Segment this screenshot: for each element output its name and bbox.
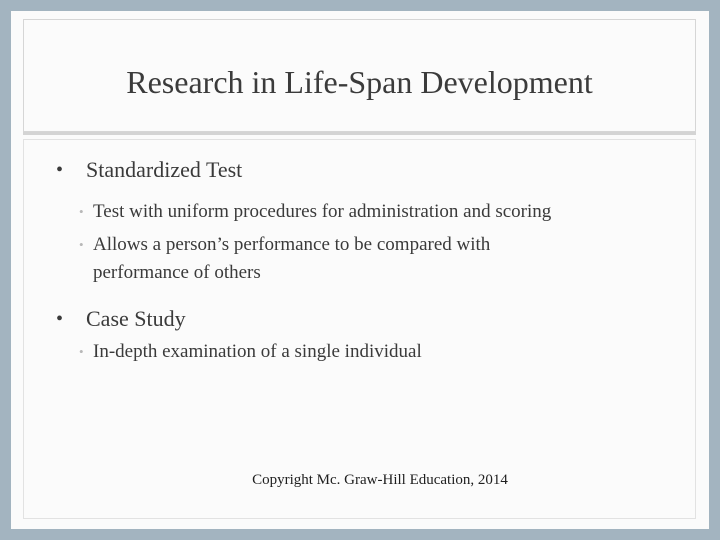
bullet-text: Standardized Test xyxy=(86,157,243,182)
bullet-dot-icon: • xyxy=(56,159,64,181)
sub-bullet-dot-icon: • xyxy=(79,344,84,359)
bullet-text: Case Study xyxy=(86,306,186,331)
footer xyxy=(0,472,720,489)
content-placeholder xyxy=(23,139,696,519)
sub-bullet-dot-icon: • xyxy=(79,204,84,219)
sub-bullet-dot-icon: • xyxy=(79,237,84,252)
sub-bullet-text: In-depth examination of a single individual xyxy=(93,341,422,362)
slide-title: Research in Life-Span Development xyxy=(126,64,593,100)
sub-bullet-text: Test with uniform procedures for administration and scoring xyxy=(93,201,552,222)
bullet-dot-icon: • xyxy=(56,308,64,330)
copyright-text: Copyright Mc. Graw-Hill Education, 2014 xyxy=(252,472,508,488)
title-placeholder xyxy=(23,19,696,132)
sub-bullet-text: Allows a person’s performance to be compared with performance of others xyxy=(93,234,491,283)
slide-frame xyxy=(11,11,709,529)
